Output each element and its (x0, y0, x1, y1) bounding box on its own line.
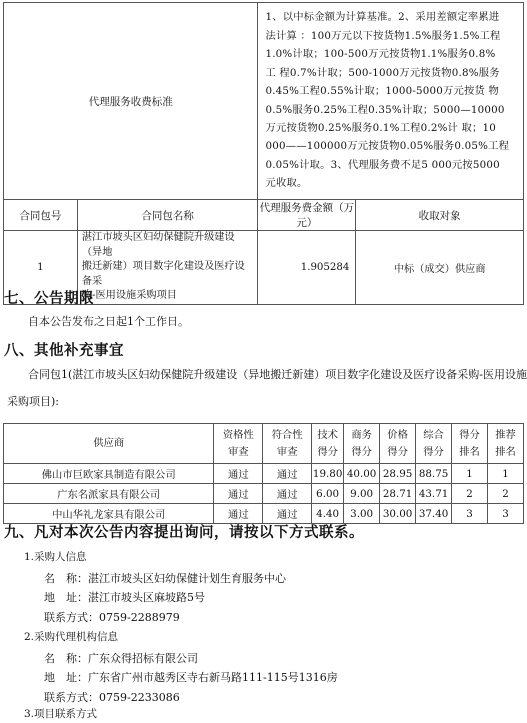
supplier-name: 佛山市巨欧家具制造有限公司 (4, 464, 214, 484)
business-score: 9.00 (344, 484, 380, 504)
fee-line: 1.0%计取；100-500万元按货物1.1%服务0.8% (265, 48, 496, 61)
score-rank: 1 (452, 464, 488, 484)
fee-contract-table (3, 2, 524, 305)
col-header-fee-amount: 代理服务费金额（万元） (258, 200, 356, 231)
supplier-name: 广东名派家具有限公司 (4, 484, 214, 504)
total-score: 88.75 (416, 464, 452, 484)
section-8-text-line2: 采购项目): (7, 395, 59, 408)
col-header-supplier: 供应商 (4, 424, 214, 464)
purchaser-heading: 1.采购人信息 (24, 551, 87, 563)
score-header-row (4, 424, 524, 464)
charge-target: 中标（成交）供应商 (356, 231, 524, 305)
price-score: 28.71 (380, 484, 416, 504)
col-header-package-no: 合同包号 (4, 200, 78, 231)
fee-line: 000——100000万元按货物0.05%服务0.05%工程 (265, 140, 510, 153)
section-9-title: 九、凡对本次公告内容提出询问，请按以下方式联系。 (4, 525, 364, 541)
total-score: 43.71 (416, 484, 452, 504)
compliance-result: 通过 (263, 504, 312, 524)
qualification-result: 通过 (214, 464, 263, 484)
fee-line: 法计算 ：100万元以下按货物1.5%服务1.5%工程 (265, 29, 501, 42)
purchaser-phone: 联系方式：0759-2288979 (44, 611, 180, 624)
tech-score: 19.80 (312, 464, 344, 484)
price-score: 30.00 (380, 504, 416, 524)
purchaser-address: 地 址：湛江市坡头区麻坡路5号 (44, 591, 205, 604)
agency-name: 名 称：广东众得招标有限公司 (44, 652, 198, 665)
section-7-title: 七、公告期限 (4, 291, 94, 307)
col-header-qualification: 资格性 审查 (214, 424, 263, 464)
purchaser-name: 名 称：湛江市坡头区妇幼保健计划生育服务中心 (44, 572, 286, 585)
section-8-text-line1: 合同包1(湛江市坡头区妇幼保健院升级建设（异地搬迁新建）项目数字化建设及医疗设备采购-医用设施 (28, 368, 527, 381)
score-rank: 3 (452, 504, 488, 524)
score-table (3, 423, 524, 524)
package-name-line: 购-医用设施采购项目 (81, 290, 177, 301)
fee-amount: 1.905284 (258, 231, 356, 305)
score-rank: 2 (452, 484, 488, 504)
table-row (4, 464, 524, 484)
fee-line: 0.5%服务0.25%工程0.35%计取；5000—10000 (265, 103, 505, 116)
agency-address: 地 址：广东省广州市越秀区寺右新马路111-115号1316房 (44, 671, 338, 684)
fee-line: 工 程0.7%计取；500-1000万元按货物0.8%服务 (265, 66, 500, 79)
tech-score: 6.00 (312, 484, 344, 504)
fee-standard-label: 代理服务收费标准 (4, 3, 258, 200)
col-header-total-score: 综合 得分 (416, 424, 452, 464)
col-header-price-score: 价格 得分 (380, 424, 416, 464)
col-header-tech-score: 技术 得分 (312, 424, 344, 464)
qualification-result: 通过 (214, 504, 263, 524)
section-7-text: 自本公告发布之日起1个工作日。 (28, 315, 189, 328)
package-name (77, 231, 258, 305)
business-score: 40.00 (344, 464, 380, 484)
fee-standard-text (258, 3, 524, 200)
fee-line: 0.45%工程0.55%计取；1000-5000万元按货 物 (265, 85, 500, 98)
qualification-result: 通过 (214, 484, 263, 504)
col-header-recommend-rank: 推荐 排名 (487, 424, 523, 464)
supplier-name: 中山华礼龙家具有限公司 (4, 504, 214, 524)
recommend-rank: 2 (487, 484, 523, 504)
compliance-result: 通过 (263, 484, 312, 504)
recommend-rank: 1 (487, 464, 523, 484)
recommend-rank: 3 (487, 504, 523, 524)
col-header-package-name: 合同包名称 (77, 200, 258, 231)
price-score: 28.95 (380, 464, 416, 484)
col-header-business-score: 商务 得分 (344, 424, 380, 464)
package-name-line: 湛江市坡头区妇幼保健院升级建设（异地 (81, 232, 235, 258)
business-score: 3.00 (344, 504, 380, 524)
section-8-title: 八、其他补充事宜 (4, 343, 124, 359)
col-header-charge-target: 收取对象 (356, 200, 524, 231)
contract-header-row (4, 200, 524, 231)
tech-score: 4.40 (312, 504, 344, 524)
agency-heading: 2.采购代理机构信息 (24, 631, 119, 643)
package-name-line: 搬迁新建）项目数字化建设及医疗设备采 (81, 261, 245, 287)
project-contact-heading: 3.项目联系方式 (24, 708, 98, 720)
fee-line: 元收取。 (265, 177, 308, 190)
col-header-compliance: 符合性 审查 (263, 424, 312, 464)
table-row (4, 484, 524, 504)
fee-line: 0.05%计取。3、代理服务费不足5 000元按5000 (265, 158, 500, 171)
compliance-result: 通过 (263, 464, 312, 484)
col-header-score-rank: 得分 排名 (452, 424, 488, 464)
fee-line: 1、以中标金额为计算基准。2、采用差额定率累进 (265, 11, 500, 24)
package-no: 1 (4, 231, 78, 305)
fee-line: 万元按货物0.25%服务0.1%工程0.2%计 取；10 (265, 121, 497, 134)
agency-phone: 联系方式：0759-2233086 (44, 691, 180, 704)
total-score: 37.40 (416, 504, 452, 524)
